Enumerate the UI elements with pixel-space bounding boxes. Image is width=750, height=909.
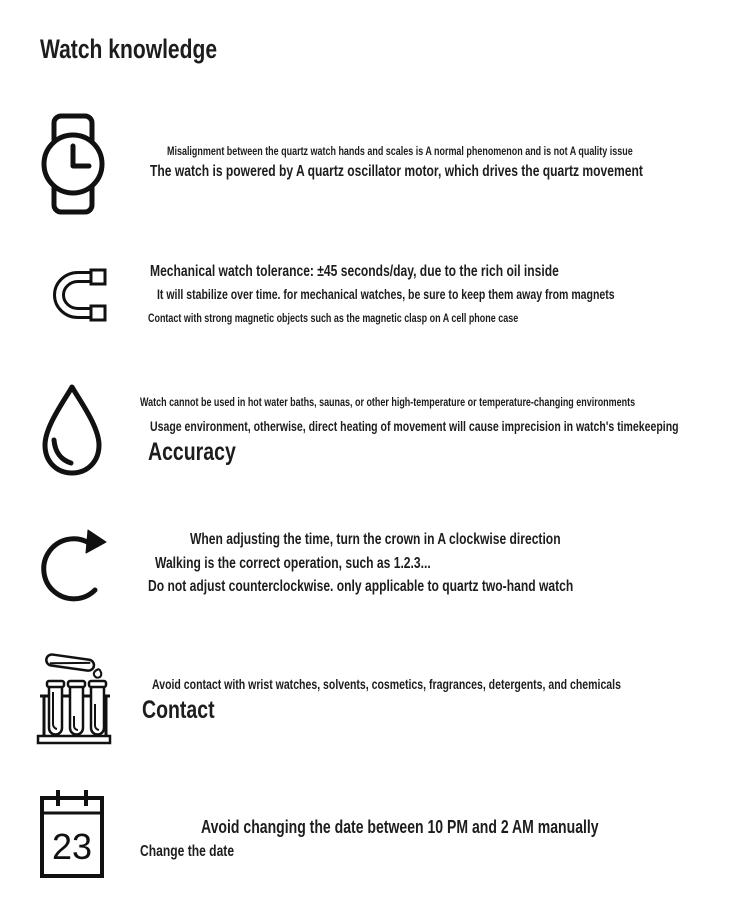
test-tubes-icon bbox=[36, 646, 112, 746]
text-line: Walking is the correct operation, such as 1.2.3... bbox=[155, 555, 431, 572]
text-line: Mechanical watch tolerance: ±45 seconds/day, due to the rich oil inside bbox=[150, 263, 559, 280]
accuracy-heading: Accuracy bbox=[148, 438, 236, 466]
text-line: Watch cannot be used in hot water baths, saunas, or other high-temperature or temperature-changing environments bbox=[140, 397, 636, 409]
text-line: Misalignment between the quartz watch hands and scales is A normal phenomenon and is not A quality issue bbox=[167, 146, 633, 158]
text-line: When adjusting the time, turn the crown in A clockwise direction bbox=[190, 531, 561, 548]
text-line: The watch is powered by A quartz oscillator motor, which drives the quartz movement bbox=[150, 163, 643, 180]
text-line: Usage environment, otherwise, direct heating of movement will cause imprecision in watch's timekeeping bbox=[150, 419, 679, 434]
calendar-icon bbox=[38, 788, 106, 880]
clockwise-arrow-icon bbox=[38, 523, 110, 607]
calendar-day-number: 23 bbox=[51, 826, 93, 867]
water-drop-icon bbox=[40, 383, 104, 477]
magnet-icon bbox=[48, 266, 108, 324]
wristwatch-icon bbox=[38, 113, 108, 215]
text-line: Avoid contact with wrist watches, solvents, cosmetics, fragrances, detergents, and chemicals bbox=[152, 677, 621, 692]
text-line: Avoid changing the date between 10 PM and 2 AM manually bbox=[201, 817, 599, 837]
contact-heading: Contact bbox=[142, 696, 215, 724]
page-title: Watch knowledge bbox=[40, 34, 218, 64]
text-line: Contact with strong magnetic objects such as the magnetic clasp on A cell phone case bbox=[148, 313, 519, 325]
text-line: It will stabilize over time. for mechanical watches, be sure to keep them away from magnets bbox=[157, 287, 615, 302]
text-line: Change the date bbox=[140, 843, 235, 860]
text-line: Do not adjust counterclockwise. only applicable to quartz two-hand watch bbox=[148, 578, 574, 595]
